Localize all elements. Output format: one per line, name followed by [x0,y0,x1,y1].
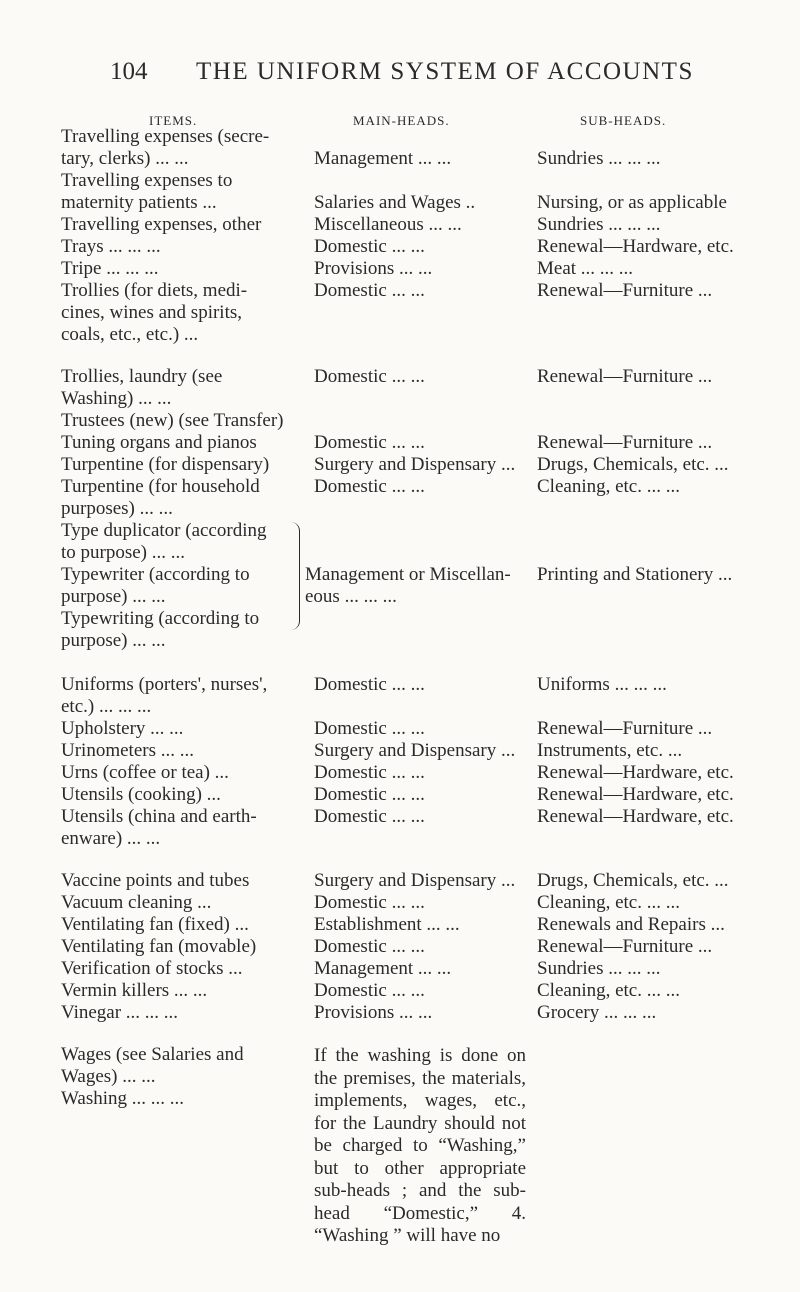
item-text: Tuning organs and pianos [61,432,257,453]
item-text: Turpentine (for dispensary) [61,454,270,475]
item-text: to purpose) ... ... [61,542,186,563]
item-text: Urns (coffee or tea) ... [61,762,229,783]
sub-head-text: Cleaning, etc. ... ... [537,476,680,497]
sub-head-text: Nursing, or as applicable [537,192,727,213]
sub-head-text: Renewal—Furniture ... [537,280,713,301]
sub-head-text: Drugs, Chemicals, etc. ... [537,870,729,891]
main-head-text: Management ... ... [314,148,452,169]
item-text: Travelling expenses, other [61,214,262,235]
sub-head-text: Sundries ... ... ... [537,148,661,169]
running-title: THE UNIFORM SYSTEM OF ACCOUNTS [196,58,694,85]
item-text: etc.) ... ... ... [61,696,152,717]
sub-head-text: Renewal—Hardware, etc. [537,784,734,805]
item-text: Vacuum cleaning ... [61,892,212,913]
main-head-text: Provisions ... ... [314,258,433,279]
item-text: purposes) ... ... [61,498,173,519]
item-text: Trays ... ... ... [61,236,161,257]
main-head-text: Miscellaneous ... ... [314,214,462,235]
item-text: enware) ... ... [61,828,161,849]
item-text: Type duplicator (according [61,520,267,541]
sub-head-text: Renewal—Hardware, etc. [537,806,734,827]
sub-head-text: Renewal—Furniture ... [537,366,713,387]
item-text: Utensils (cooking) ... [61,784,221,805]
sub-head-text: Renewal—Hardware, etc. [537,762,734,783]
main-head-text: Domestic ... ... [314,432,425,453]
item-text: Travelling expenses (secre- [61,126,270,147]
sub-head-text: Renewal—Hardware, etc. [537,236,734,257]
main-head-text: Surgery and Dispensary ... [314,740,516,761]
item-text: Washing) ... ... [61,388,172,409]
column-heading-main-heads: MAIN-HEADS. [353,113,450,128]
column-heading-sub-heads: SUB-HEADS. [580,113,667,128]
item-text: Typewriter (according to [61,564,250,585]
item-text: Turpentine (for household [61,476,260,497]
grouping-brace [291,522,300,630]
main-head-text: Provisions ... ... [314,1002,433,1023]
item-text: cines, wines and spirits, [61,302,243,323]
main-head-text: Domestic ... ... [314,674,425,695]
main-head-text: Establishment ... ... [314,914,460,935]
main-head-text: Surgery and Dispensary ... [314,454,516,475]
item-text: Trollies, laundry (see [61,366,223,387]
item-text: Wages) ... ... [61,1066,156,1087]
item-text: Utensils (china and earth- [61,806,257,827]
sub-head-text: Cleaning, etc. ... ... [537,980,680,1001]
item-text: Trollies (for diets, medi- [61,280,248,301]
item-text: Vaccine points and tubes [61,870,250,891]
main-head-text: Domestic ... ... [314,366,425,387]
item-text: Wages (see Salaries and [61,1044,244,1065]
main-head-text: Domestic ... ... [314,892,425,913]
item-text: Trustees (new) (see Transfer) [61,410,284,431]
sub-head-text: Instruments, etc. ... [537,740,683,761]
main-head-text: Domestic ... ... [314,980,425,1001]
item-text: Verification of stocks ... [61,958,243,979]
item-text: Ventilating fan (movable) [61,936,257,957]
item-text: Travelling expenses to [61,170,233,191]
main-head-text: Domestic ... ... [314,718,425,739]
sub-head-text: Printing and Stationery ... [537,564,733,585]
item-text: purpose) ... ... [61,630,166,651]
item-text: Urinometers ... ... [61,740,194,761]
item-text: Typewriting (according to [61,608,260,629]
main-head-text: Domestic ... ... [314,762,425,783]
item-text: Vermin killers ... ... [61,980,208,1001]
item-text: tary, clerks) ... ... [61,148,189,169]
washing-note: If the washing is done on the premises, the materials, implements, wages, etc., for the Laundry should not be charged to “Washing,” but to other appropriate sub-heads ; and the sub-head “Domestic,” 4. “Washing ” will have no [314,1045,526,1246]
sub-head-text: Sundries ... ... ... [537,214,661,235]
item-text: maternity patients ... [61,192,217,213]
main-head-text: Domestic ... ... [314,936,425,957]
main-head-text: Domestic ... ... [314,280,425,301]
item-text: Vinegar ... ... ... [61,1002,179,1023]
sub-head-text: Drugs, Chemicals, etc. ... [537,454,729,475]
main-head-text: Domestic ... ... [314,476,425,497]
main-head-text: Domestic ... ... [314,784,425,805]
page-header [0,58,800,88]
main-head-text: Management ... ... [314,958,452,979]
sub-head-text: Renewal—Furniture ... [537,936,713,957]
item-text: Uniforms (porters', nurses', [61,674,268,695]
item-text: purpose) ... ... [61,586,166,607]
item-text: coals, etc., etc.) ... [61,324,199,345]
item-text: Washing ... ... ... [61,1088,185,1109]
sub-head-text: Renewals and Repairs ... [537,914,725,935]
column-heading-items: ITEMS. [149,113,198,128]
sub-head-text: Renewal—Furniture ... [537,432,713,453]
sub-head-text: Cleaning, etc. ... ... [537,892,680,913]
main-head-text: Management or Miscellan- [305,564,511,585]
sub-head-text: Sundries ... ... ... [537,958,661,979]
item-text: Upholstery ... ... [61,718,184,739]
sub-head-text: Meat ... ... ... [537,258,634,279]
main-head-text: Domestic ... ... [314,236,425,257]
sub-head-text: Uniforms ... ... ... [537,674,667,695]
main-head-text: Surgery and Dispensary ... [314,870,516,891]
page-number: 104 [110,58,148,85]
sub-head-text: Renewal—Furniture ... [537,718,713,739]
sub-head-text: Grocery ... ... ... [537,1002,657,1023]
main-head-text: Salaries and Wages .. [314,192,476,213]
main-head-text: Domestic ... ... [314,806,425,827]
main-head-text: eous ... ... ... [305,586,397,607]
item-text: Ventilating fan (fixed) ... [61,914,249,935]
item-text: Tripe ... ... ... [61,258,159,279]
